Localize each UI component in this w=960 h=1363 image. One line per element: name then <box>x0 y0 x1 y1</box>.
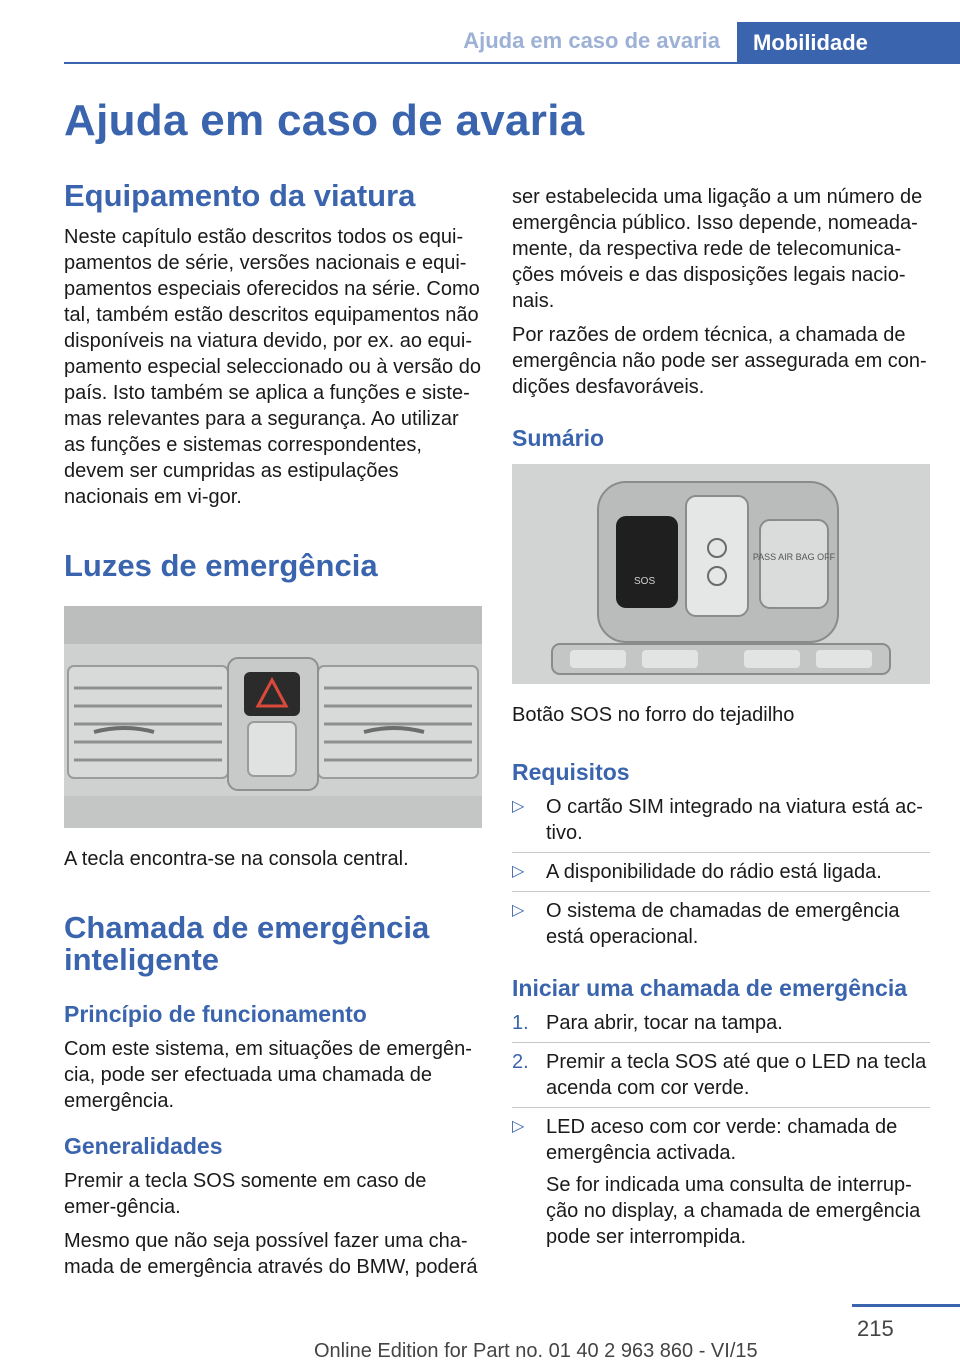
list-divider <box>512 891 930 892</box>
header-chapter-tab[interactable]: Mobilidade <box>737 22 960 64</box>
footer-rule <box>852 1304 960 1307</box>
list-divider <box>512 1107 930 1108</box>
page-number: 215 <box>857 1316 894 1341</box>
paragraph-generalidades-2: Mesmo que não seja possível fazer uma cha-mada de emergência através do BMW, poderá <box>64 1230 478 1278</box>
heading-chamada: Chamada de emergência inteligente <box>64 910 430 977</box>
triangle-bullet-icon: ▷ <box>512 798 525 815</box>
page-title: Ajuda em caso de avaria <box>64 96 585 145</box>
heading-luzes: Luzes de emergência <box>64 548 378 583</box>
heading-principio: Princípio de funcionamento <box>64 1001 367 1027</box>
triangle-bullet-icon: ▷ <box>512 902 525 919</box>
pass-airbag-label: PASS AIR BAG OFF <box>752 552 836 562</box>
note-interrupcao: Se for indicada uma consulta de interrup-ção no display, a chamada de emergência pode ser interrompida. <box>546 1174 921 1248</box>
list-divider <box>512 852 930 853</box>
paragraph-principio: Com este sistema, em situações de emergên-cia, pode ser efectuada uma chamada de emergência. <box>64 1038 472 1112</box>
right-column <box>512 184 930 1250</box>
header-section-title: Ajuda em caso de avaria <box>463 28 720 53</box>
console-vent-illustration <box>64 606 482 828</box>
caption-sumario: Botão SOS no forro do tejadilho <box>512 704 795 726</box>
heading-iniciar: Iniciar uma chamada de emergência <box>512 975 908 1001</box>
step-number: 1. <box>512 1012 529 1034</box>
list-item: ▷ LED aceso com cor verde: chamada de emergência activada. <box>512 1116 898 1164</box>
paragraph-equipamento: Neste capítulo estão descritos todos os equi-pamentos de série, versões nacionais e equi-pamentos especiais oferecidos na série. Como tal, também estão descritos equipamentos não disponíveis na viatura devido, por ex. ao equi-pamento especial seleccionado ou à versão do país. Isto também se aplica a funções e siste-mas relevantes para a segurança. Ao utilizar as funções e sistemas correspondentes, devem ser cumpridas as estipulações nacionais em vi-gor. <box>64 226 481 508</box>
roof-lining-illustration <box>512 464 930 684</box>
sos-label: SOS <box>634 576 656 587</box>
list-item: ▷ A disponibilidade do rádio está ligada. <box>512 861 882 883</box>
list-item: ▷ O sistema de chamadas de emergência está operacional. <box>512 900 900 948</box>
requisitos-list <box>512 794 930 950</box>
heading-equipamento: Equipamento da viatura <box>64 178 416 213</box>
paragraph-generalidades-1: Premir a tecla SOS somente em caso de emer-gência. <box>64 1170 427 1218</box>
step-number: 2. <box>512 1051 529 1073</box>
hazard-button-image <box>64 606 482 828</box>
list-item: ▷ O cartão SIM integrado na viatura está ac-tivo. <box>512 796 923 844</box>
step-item: 2. Premir a tecla SOS até que o LED na tecla acenda com cor verde. <box>512 1051 927 1099</box>
step-item: 1. Para abrir, tocar na tampa. <box>512 1012 783 1034</box>
triangle-bullet-icon: ▷ <box>512 1118 525 1135</box>
caption-luzes: A tecla encontra-se na consola central. <box>64 848 409 870</box>
list-divider <box>512 1042 930 1043</box>
footer-edition: Online Edition for Part no. 01 40 2 963 860 - VI/15 <box>314 1340 758 1362</box>
paragraph-tecnica: Por razões de ordem técnica, a chamada de emergência não pode ser assegurada em con-dições desfavoráveis. <box>512 324 927 398</box>
heading-generalidades: Generalidades <box>64 1133 223 1159</box>
steps-list <box>512 1010 930 1166</box>
sos-button-image <box>512 464 930 684</box>
header-rule <box>64 62 960 64</box>
paragraph-continuation: ser estabelecida uma ligação a um número de emergência público. Isso depende, nomeada-mente, da respectiva rede de telecomunica-ções móveis e das disposições legais nacio-nais. <box>512 186 923 312</box>
heading-sumario: Sumário <box>512 425 605 451</box>
heading-requisitos: Requisitos <box>512 759 630 785</box>
triangle-bullet-icon: ▷ <box>512 863 525 880</box>
left-column <box>64 180 482 1280</box>
